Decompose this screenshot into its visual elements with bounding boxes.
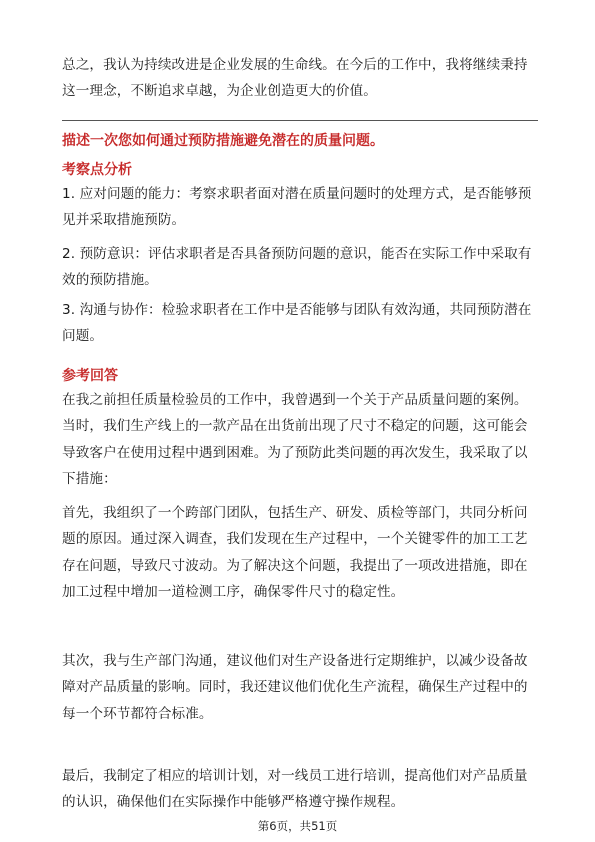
analysis-item-2: 2. 预防意识：评估求职者是否具备预防问题的意识，能否在实际工作中采取有效的预防措施。 <box>62 246 532 289</box>
section-divider <box>62 120 538 121</box>
conclusion-paragraph: 总之，我认为持续改进是企业发展的生命线。在今后的工作中，我将继续秉持这一理念，不断追求卓越，为企业创造更大的价值。 <box>62 57 528 100</box>
answer-paragraph-2: 首先，我组织了一个跨部门团队，包括生产、研发、质检等部门，共同分析问题的原因。通过深入调查，我们发现在生产过程中，一个关键零件的加工工艺存在问题，导致尺寸波动。为了解决这个问题，我提出了一项改进措施，即在加工过程中增加一道检测工序，确保零件尺寸的稳定性。 <box>62 505 528 601</box>
answer-heading: 参考回答 <box>62 368 118 384</box>
analysis-item-1: 1. 应对问题的能力：考察求职者面对潜在质量问题时的处理方式，是否能够预见并采取措施预防。 <box>62 186 532 229</box>
answer-paragraph-1: 在我之前担任质量检验员的工作中，我曾遇到一个关于产品质量问题的案例。当时，我们生产线上的一款产品在出货前出现了尺寸不稳定的问题，这可能会导致客户在使用过程中遇到困难。为了预防此类问题的再次发生，我采取了以下措施： <box>62 392 528 488</box>
answer-paragraph-3: 其次，我与生产部门沟通，建议他们对生产设备进行定期维护，以减少设备故障对产品质量的影响。同时，我还建议他们优化生产流程，确保生产过程中的每一个环节都符合标准。 <box>62 653 528 722</box>
analysis-item-3: 3. 沟通与协作：检验求职者在工作中是否能够与团队有效沟通，共同预防潜在问题。 <box>62 302 532 345</box>
analysis-heading: 考察点分析 <box>62 162 132 178</box>
page-number: 第6页，共51页 <box>257 819 338 833</box>
question-title: 描述一次您如何通过预防措施避免潜在的质量问题。 <box>62 133 384 149</box>
answer-paragraph-4: 最后，我制定了相应的培训计划，对一线员工进行培训，提高他们对产品质量的认识，确保他们在实际操作中能够严格遵守操作规程。 <box>62 768 528 811</box>
